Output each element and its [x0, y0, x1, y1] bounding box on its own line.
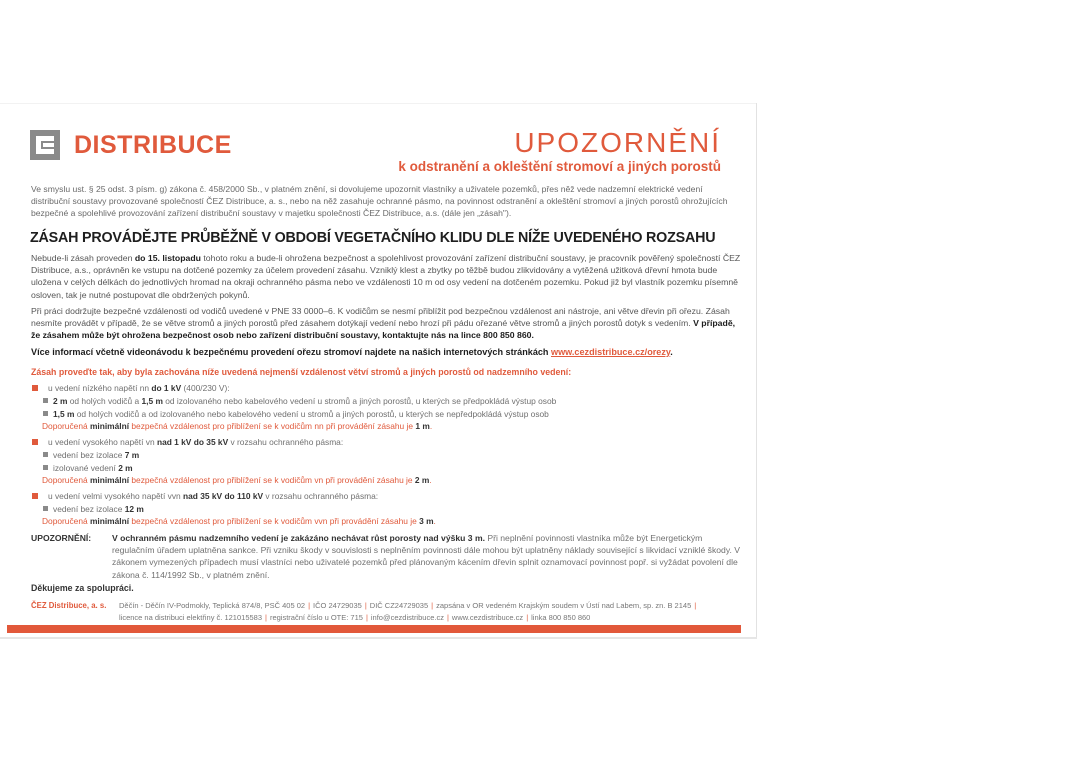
text: minimální — [89, 475, 130, 485]
page-edge — [0, 637, 757, 639]
orange-bullet-icon — [32, 385, 38, 391]
sub-item — [31, 394, 743, 407]
page-edge — [0, 103, 757, 104]
page-title: UPOZORNĚNÍ — [514, 127, 721, 158]
text: Při práci dodržujte bezpečné vzdálenosti od vodičů uvedené v PNE 33 0000–6. K vodičům se nesmí přiblížit pod bezpečnou vzdálenost ani nástroje, ani větve dřevin při ořezu. Zásah nesmíte provádět v případě, že se větve stromů a jiných porostů před zásahem dotýkají vedení nebo hrozí při pádu ořezané větve stromů a jiných porostů dotyk s vedením. — [31, 306, 730, 329]
text: . — [433, 516, 436, 526]
footer-email[interactable]: info@cezdistribuce.cz — [370, 613, 444, 622]
text: 1,5 m — [141, 395, 163, 406]
sub-item — [31, 461, 743, 474]
orange-bullet-icon — [32, 493, 38, 499]
footer-ote: registrační číslo u OTE: 715 — [269, 613, 363, 622]
separator: | — [365, 613, 368, 622]
gray-bullet-icon — [43, 452, 48, 457]
recommendation-nn — [31, 420, 743, 433]
text: od izolovaného nebo kabelového vedení u stromů a jiných porostů, u kterých se předpokládá výstup osob — [162, 395, 557, 406]
warning-text: Při neplnění povinnosti vlastníka může být Energetickým regulačním úřadem uplatněna sankce. Při vzniku škody v souvislosti s neplněním povinnosti dále mohou být uplatněny náklady související s likvidací vzniklé škody. V zákonem vymezených případech musí vlastníci nebo uživatelé pozemků před plánovaným kácením dřevin splnit oznamovací povinnost popř. si vyžádat povolení dle zákona č. 114/1992 Sb., v platném znění. — [112, 533, 740, 580]
warning-block — [31, 532, 743, 581]
list-item-vvn — [31, 489, 743, 502]
text: 2 m — [118, 462, 133, 473]
text: Doporučená — [42, 475, 90, 485]
text: Doporučená — [42, 516, 90, 526]
thanks-text: Děkujeme za spolupráci. — [31, 583, 134, 593]
text: . — [429, 475, 432, 485]
orange-bullet-icon — [32, 439, 38, 445]
footer-dic: DIČ CZ24729035 — [369, 601, 429, 610]
text: vedení bez izolace — [53, 503, 125, 514]
text: od holých vodičů a od izolovaného nebo kabelového vedení u stromů a jiných porostů, u kterých se nepředpokládá výstup osob — [74, 408, 549, 419]
distance-list — [31, 381, 743, 528]
sub-item — [31, 448, 743, 461]
separator: | — [526, 613, 529, 622]
text: nad 35 kV do 110 kV — [183, 490, 264, 501]
separator: | — [694, 601, 697, 610]
logo-text: DISTRIBUCE — [74, 130, 232, 159]
deadline-text: do 15. listopadu — [134, 253, 201, 263]
paragraph-deadline — [31, 252, 743, 301]
text: do 1 kV — [151, 382, 182, 393]
text: nad 1 kV do 35 kV — [156, 436, 229, 447]
text: minimální — [89, 516, 130, 526]
text: tohoto roku a bude-li ohrožena bezpečnost a spolehlivost provozování zařízení distribuční soustavy, je pracovník pověřený společností ČEZ Distribuce, a.s., oprávněn ke vstupu na dotčené pozemky za účelem provedení zásahu. Vzniklý klest a zbytky po těžbě budou zlikvidovány a vytěžená užitková dřevní hmota bude uložena v celých délkách do jednotlivých hromad na okraji ochranného pásma nebo ve vzdálenosti 10 m od osy vedení na dotčeném pozemku. Pokud již byl vlastník pozemku písemně osloven, tak je nutné postupovat dle obdržených pokynů. — [31, 253, 741, 300]
footer-accent-bar — [7, 625, 741, 633]
text: u vedení velmi vysokého napětí vvn — [48, 490, 184, 501]
footer-ico: IČO 24729035 — [313, 601, 362, 610]
gray-bullet-icon — [43, 411, 48, 416]
distance-intro: Zásah proveďte tak, aby byla zachována níže uvedená nejmenší vzdálenost větví stromů a jiných porostů od nadzemního vedení: — [31, 367, 572, 377]
recommendation-vvn — [31, 515, 743, 528]
sub-item — [31, 407, 743, 420]
page-subtitle: k odstranění a okleštění stromoví a jiných porostů — [398, 159, 721, 174]
text: 1 m — [415, 421, 430, 431]
text: u vedení vysokého napětí vn — [48, 436, 157, 447]
separator: | — [308, 601, 311, 610]
footer-address: Děčín - Děčín IV-Podmokly, Teplická 874/8, PSČ 405 02 — [119, 601, 306, 610]
gray-bullet-icon — [43, 398, 48, 403]
text: u vedení nízkého napětí nn — [48, 382, 152, 393]
separator: | — [364, 601, 367, 610]
more-info — [31, 347, 743, 357]
text: 3 m — [419, 516, 434, 526]
gray-bullet-icon — [43, 506, 48, 511]
footer — [31, 600, 743, 624]
text: minimální — [89, 421, 130, 431]
text: (400/230 V): — [181, 382, 230, 393]
list-item-nn — [31, 381, 743, 394]
list-item-vn — [31, 435, 743, 448]
text: 7 m — [124, 449, 140, 460]
main-heading: ZÁSAH PROVÁDĚJTE PRŮBĚŽNĚ V OBDOBÍ VEGETAČNÍHO KLIDU DLE NÍŽE UVEDENÉHO ROZSAHU — [30, 230, 716, 246]
warning-label: UPOZORNĚNÍ: — [31, 533, 92, 543]
warning-bold: V ochranném pásmu nadzemního vedení je zakázáno nechávat růst porosty nad výšku 3 m. — [112, 533, 485, 543]
text: . — [429, 421, 433, 431]
footer-licence: licence na distribuci elektřiny č. 121015583 — [119, 613, 263, 622]
footer-hotline: linka 800 850 860 — [531, 613, 591, 622]
separator: | — [446, 613, 449, 622]
cez-logo — [30, 130, 232, 160]
footer-registry: zapsána v OR vedeném Krajským soudem v Ústí nad Labem, sp. zn. B 2145 — [436, 601, 692, 610]
text: bezpečná vzdálenost pro přiblížení se k vodičům nn při provádění zásahu je — [129, 421, 416, 431]
orezy-link[interactable]: www.cezdistribuce.cz/orezy — [551, 347, 671, 357]
footer-website[interactable]: www.cezdistribuce.cz — [451, 613, 524, 622]
text: 12 m — [124, 503, 144, 514]
sub-item — [31, 502, 743, 515]
gray-bullet-icon — [43, 465, 48, 470]
cez-logo-icon — [30, 130, 60, 160]
separator: | — [431, 601, 434, 610]
text: 2 m — [53, 395, 68, 406]
text: izolované vedení — [53, 462, 119, 473]
intro-paragraph: Ve smyslu ust. § 25 odst. 3 písm. g) zákona č. 458/2000 Sb., v platném znění, si dovolujeme upozornit vlastníky a uživatele pozemků, přes něž vede nadzemní elektrické vedení distribuční soustavy provozované společností ČEZ Distribuce, a. s., nebo na něž zasahuje ochranné pásmo, na povinnost odstranění a okleštění stromoví a jiných porostů ohrožujících bezpečné a spolehlivé provozování zařízení distribuční soustavy v majetku společnosti ČEZ Distribuce, a.s. (dále jen „zásah"). — [31, 184, 728, 219]
text: Nebude-li zásah proveden — [31, 253, 135, 263]
text: vedení bez izolace — [53, 449, 125, 460]
text: 1,5 m — [53, 408, 75, 419]
text: 2 m — [414, 475, 430, 485]
separator: | — [265, 613, 267, 622]
recommendation-vn — [31, 474, 743, 487]
text: v rozsahu ochranného pásma: — [228, 436, 344, 447]
text: . — [670, 347, 673, 357]
hotline-text: V případě, že zásahem může být ohrožena bezpečnost osob nebo zařízení distribuční soustavy, kontaktujte nás na lince 800 850 860. — [31, 318, 736, 341]
paragraph-safety — [31, 305, 743, 342]
text: Více informací včetně videonávodu k bezpečnému provedení ořezu stromoví najdete na našich internetových stránkách — [31, 347, 552, 357]
title-block — [398, 128, 721, 176]
footer-company: ČEZ Distribuce, a. s. — [31, 601, 107, 610]
text: v rozsahu ochranného pásma: — [263, 490, 379, 501]
text: bezpečná vzdálenost pro přiblížení se k vodičům vvn při provádění zásahu je — [129, 516, 420, 526]
text: od holých vodičů a — [67, 395, 142, 406]
text: bezpečná vzdálenost pro přiblížení se k vodičům vn při provádění zásahu je — [129, 475, 415, 485]
text: Doporučená — [42, 421, 90, 431]
page-edge — [756, 103, 757, 638]
